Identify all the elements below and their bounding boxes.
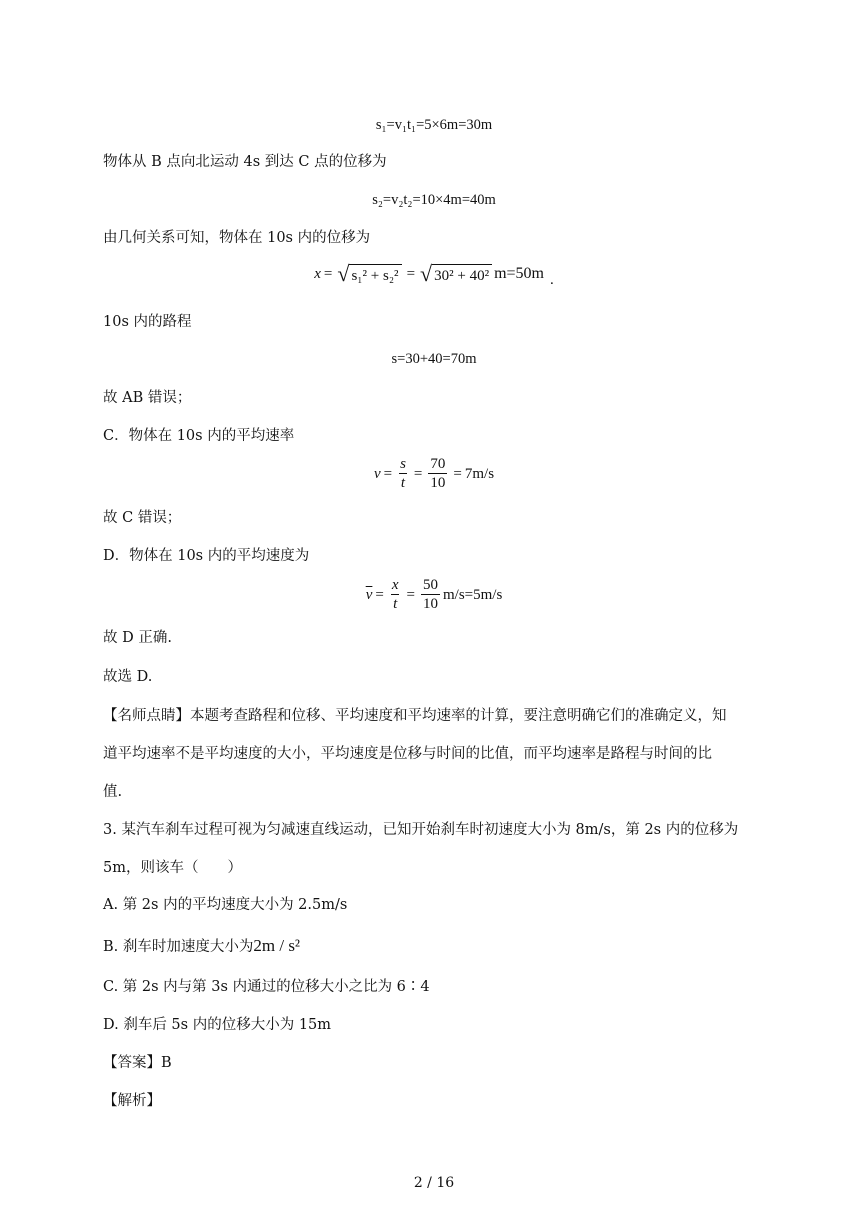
text-line: D．物体在 10s 内的平均速度为 bbox=[103, 548, 310, 564]
frac-den: t bbox=[400, 475, 406, 491]
radicand-1: s₁² + s₂² bbox=[349, 264, 401, 286]
frac-num: x bbox=[391, 577, 399, 593]
frac-den: 10 bbox=[430, 475, 446, 491]
page-number: 2 / 16 bbox=[413, 1175, 455, 1191]
tip-paragraph-line: 值. bbox=[103, 784, 123, 800]
frac-num: 70 bbox=[430, 456, 446, 472]
eq-result: m/s=5m/s bbox=[442, 586, 503, 603]
frac-num: 50 bbox=[422, 577, 438, 593]
equation-vbar: $\overline{v}$ = $\frac{x}{t}$ = $\frac{50}{10}$ m/s=5m/s bbox=[365, 577, 503, 612]
option-b bbox=[103, 936, 300, 957]
text-line: C．物体在 10s 内的平均速率 bbox=[103, 428, 295, 444]
option-b-value: 2m / s² bbox=[253, 936, 301, 955]
option-a: A. 第 2s 内的平均速度大小为 2.5m/s bbox=[103, 897, 348, 913]
analysis-label: 【解析】 bbox=[103, 1093, 161, 1109]
frac-den: 10 bbox=[422, 596, 438, 612]
tip-paragraph-line: 道平均速率不是平均速度的大小，平均速度是位移与时间的比值，而平均速率是路程与时间的比 bbox=[103, 746, 712, 762]
answer-label: 【答案】B bbox=[103, 1055, 172, 1071]
question-3-line: 3. 某汽车刹车过程可视为匀减速直线运动，已知开始刹车时初速度大小为 8m/s，第 2s 内的位移为 bbox=[103, 822, 739, 838]
equation-x: x = √ s₁² + s₂² = √ 30² + 40² m=50m . bbox=[314, 261, 554, 288]
eq-dot: . bbox=[550, 272, 554, 288]
option-d: D. 刹车后 5s 内的位移大小为 15m bbox=[103, 1017, 332, 1033]
radicand-2: 30² + 40² bbox=[432, 264, 492, 286]
option-c: C. 第 2s 内与第 3s 内通过的位移大小之比为 6∶4 bbox=[103, 979, 430, 995]
tip-paragraph-line: 【名师点睛】本题考查路程和位移、平均速度和平均速率的计算，要注意明确它们的准确定义，知 bbox=[103, 708, 727, 724]
eq-result: m=50m bbox=[494, 265, 544, 282]
text-line: 故 AB 错误； bbox=[103, 390, 192, 406]
eq-var: x bbox=[314, 266, 321, 282]
question-3-line: 5m，则该车（ ） bbox=[103, 860, 242, 876]
text-line: 物体从 B 点向北运动 4s 到达 C 点的位移为 bbox=[103, 154, 387, 170]
eq-result: 7m/s bbox=[464, 465, 495, 482]
text-line: 10s 内的路程 bbox=[103, 314, 192, 330]
frac-den: t bbox=[393, 596, 398, 612]
eq-var: v bbox=[373, 465, 381, 482]
equation-v: v = $\frac{s}{t}$ = $\frac{70}{10}$ = 7m/s bbox=[373, 456, 495, 491]
equation-s2: s₂=v₂t₂=10×4m=40m bbox=[372, 192, 496, 208]
option-b-text: B. 刹车时加速度大小为 bbox=[103, 939, 254, 955]
eq-var: $\overline{v}$ bbox=[365, 586, 373, 603]
text-line: 故选 D. bbox=[103, 669, 153, 685]
frac-num: s bbox=[400, 456, 406, 472]
text-line: 故 D 正确. bbox=[103, 630, 172, 646]
equation-s: s=30+40=70m bbox=[391, 351, 477, 367]
text-line: 故 C 错误； bbox=[103, 510, 182, 526]
equation-s1: s₁=v₁t₁=5×6m=30m bbox=[375, 117, 493, 133]
text-line: 由几何关系可知，物体在 10s 内的位移为 bbox=[103, 230, 371, 246]
